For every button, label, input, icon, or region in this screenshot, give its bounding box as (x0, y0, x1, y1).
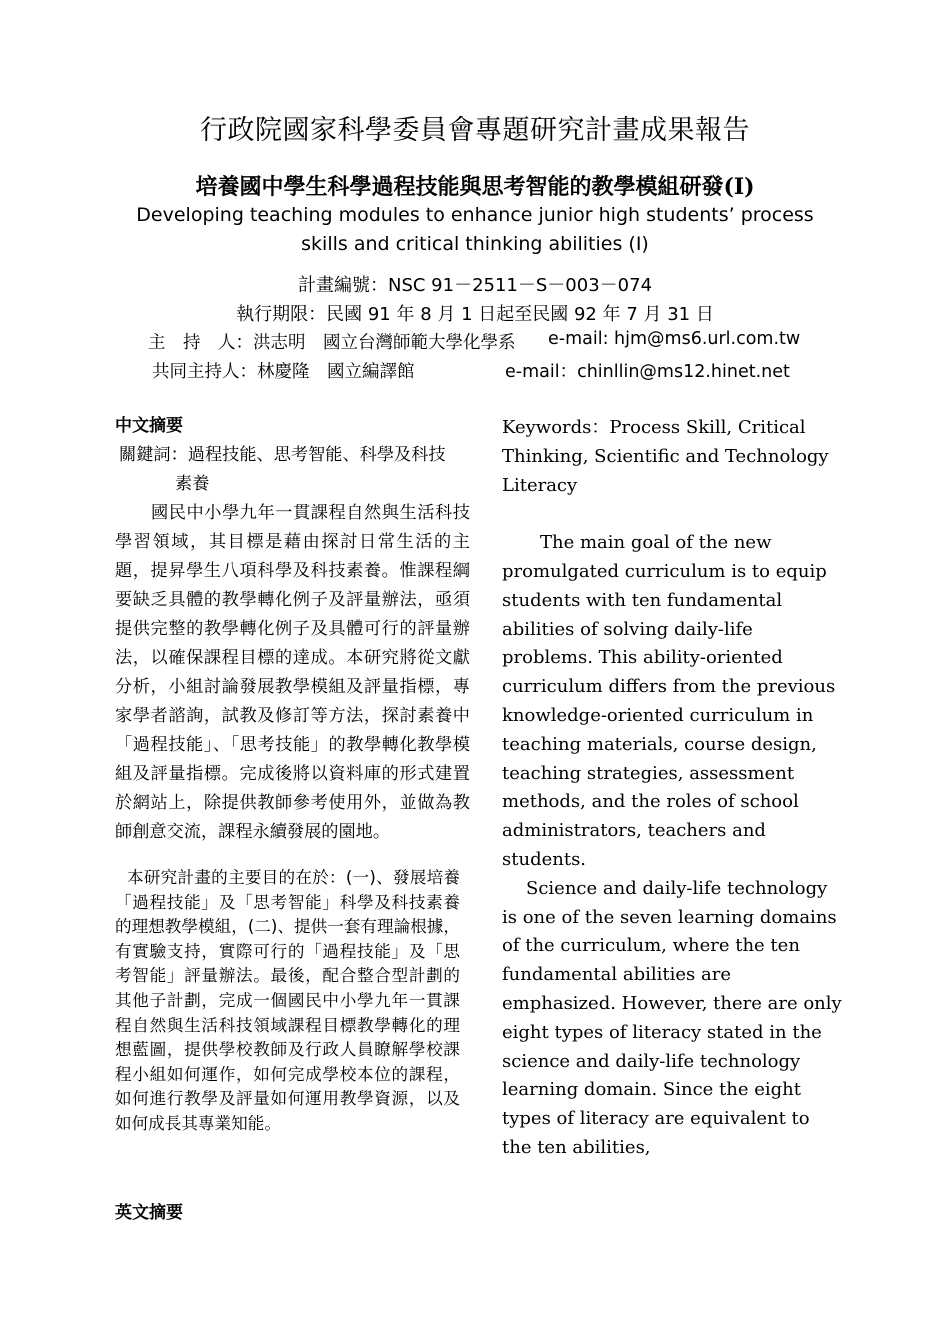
project-title-en-line1: Developing teaching modules to enhance junior high students’ process (136, 204, 814, 226)
report-title: 行政院國家科學委員會專題研究計畫成果報告 (200, 115, 750, 146)
co-principal-investigator-email: e-mail：chinllin@ms12.hinet.net (505, 362, 790, 382)
english-abstract-heading: 英文摘要 (115, 1203, 183, 1223)
chinese-abstract-paragraph-2: 本研究計畫的主要目的在於：(一)、發展培養「過程技能」及「思考智能」科學及科技素養的理想教學模組，(二)、提供一套有理論根據，有實驗支持，實際可行的「過程技能」及「思考智能」評量辦法。最後，配合整合型計劃的其他子計劃，完成一個國民中小學九年一貫課程自然與生活科技領域課程目標教學轉化的理想藍圖，提供學校教師及行政人員瞭解學校課程小組如何運作，如何完成學校本位的課程，如何進行教學及評量如何運用教學資源，以及如何成長其專業知能。 (115, 868, 460, 1133)
english-abstract-paragraph-2: Science and daily-life technology is one of the seven learning domains of the curriculum, where the ten fundamental abilities are emphasized. However, there are only eight types of literacy stated in the science and daily-life technology learning domain. Since the eight types of literacy are equivalent to the ten abilities, (502, 877, 842, 1158)
execution-period: 執行期限：民國 91 年 8 月 1 日起至民國 92 年 7 月 31 日 (236, 304, 714, 325)
english-abstract-column (502, 414, 842, 1163)
chinese-keywords-label: 關鍵詞： (119, 445, 188, 465)
project-title-en-line2: skills and critical thinking abilities (I) (301, 233, 649, 255)
chinese-keywords-line1: 過程技能、思考智能、科學及科技 (187, 445, 446, 465)
chinese-keywords (115, 441, 470, 499)
chinese-abstract-column (115, 412, 470, 847)
grant-number: 計畫編號：NSC 91－2511－S－003－074 (297, 275, 653, 296)
english-keywords: Keywords：Process Skill, Critical Thinking, Scientific and Technology Literacy (502, 417, 829, 496)
english-abstract-paragraph-1: The main goal of the new promulgated curriculum is to equip students with ten fundamental abilities of solving daily-life problems. This ability-oriented curriculum differs from the previous knowledge-oriented curriculum in teaching materials, course design, teaching strategies, assessment methods, and the roles of school administrators, teachers and students. (502, 532, 836, 870)
chinese-keywords-line2: 素養 (175, 474, 210, 494)
chinese-abstract-paragraph-1: 國民中小學九年一貫課程自然與生活科技學習領域，其目標是藉由探討日常生活的主題，提昇學生八項科學及科技素養。惟課程綱要缺乏具體的教學轉化例子及評量辦法，亟須提供完整的教學轉化例子及具體可行的評量辦法，以確保課程目標的達成。本研究將從文獻分析，小組討論發展教學模組及評量指標，專家學者諮詢，試教及修訂等方法，探討素養中「過程技能」、「思考技能」的教學轉化教學模組及評量指標。完成後將以資料庫的形式建置於網站上，除提供教師參考使用外，並做為教師創意交流，課程永續發展的園地。 (115, 503, 470, 842)
project-title-zh: 培養國中學生科學過程技能與思考智能的教學模組研發(I) (195, 174, 755, 200)
principal-investigator-email: e-mail: hjm@ms6.url.com.tw (548, 329, 801, 349)
co-principal-investigator: 共同主持人：林慶隆 國立編譯館 (152, 362, 415, 382)
principal-investigator: 主 持 人：洪志明 國立台灣師範大學化學系 (148, 333, 516, 353)
chinese-abstract-heading: 中文摘要 (115, 416, 183, 436)
